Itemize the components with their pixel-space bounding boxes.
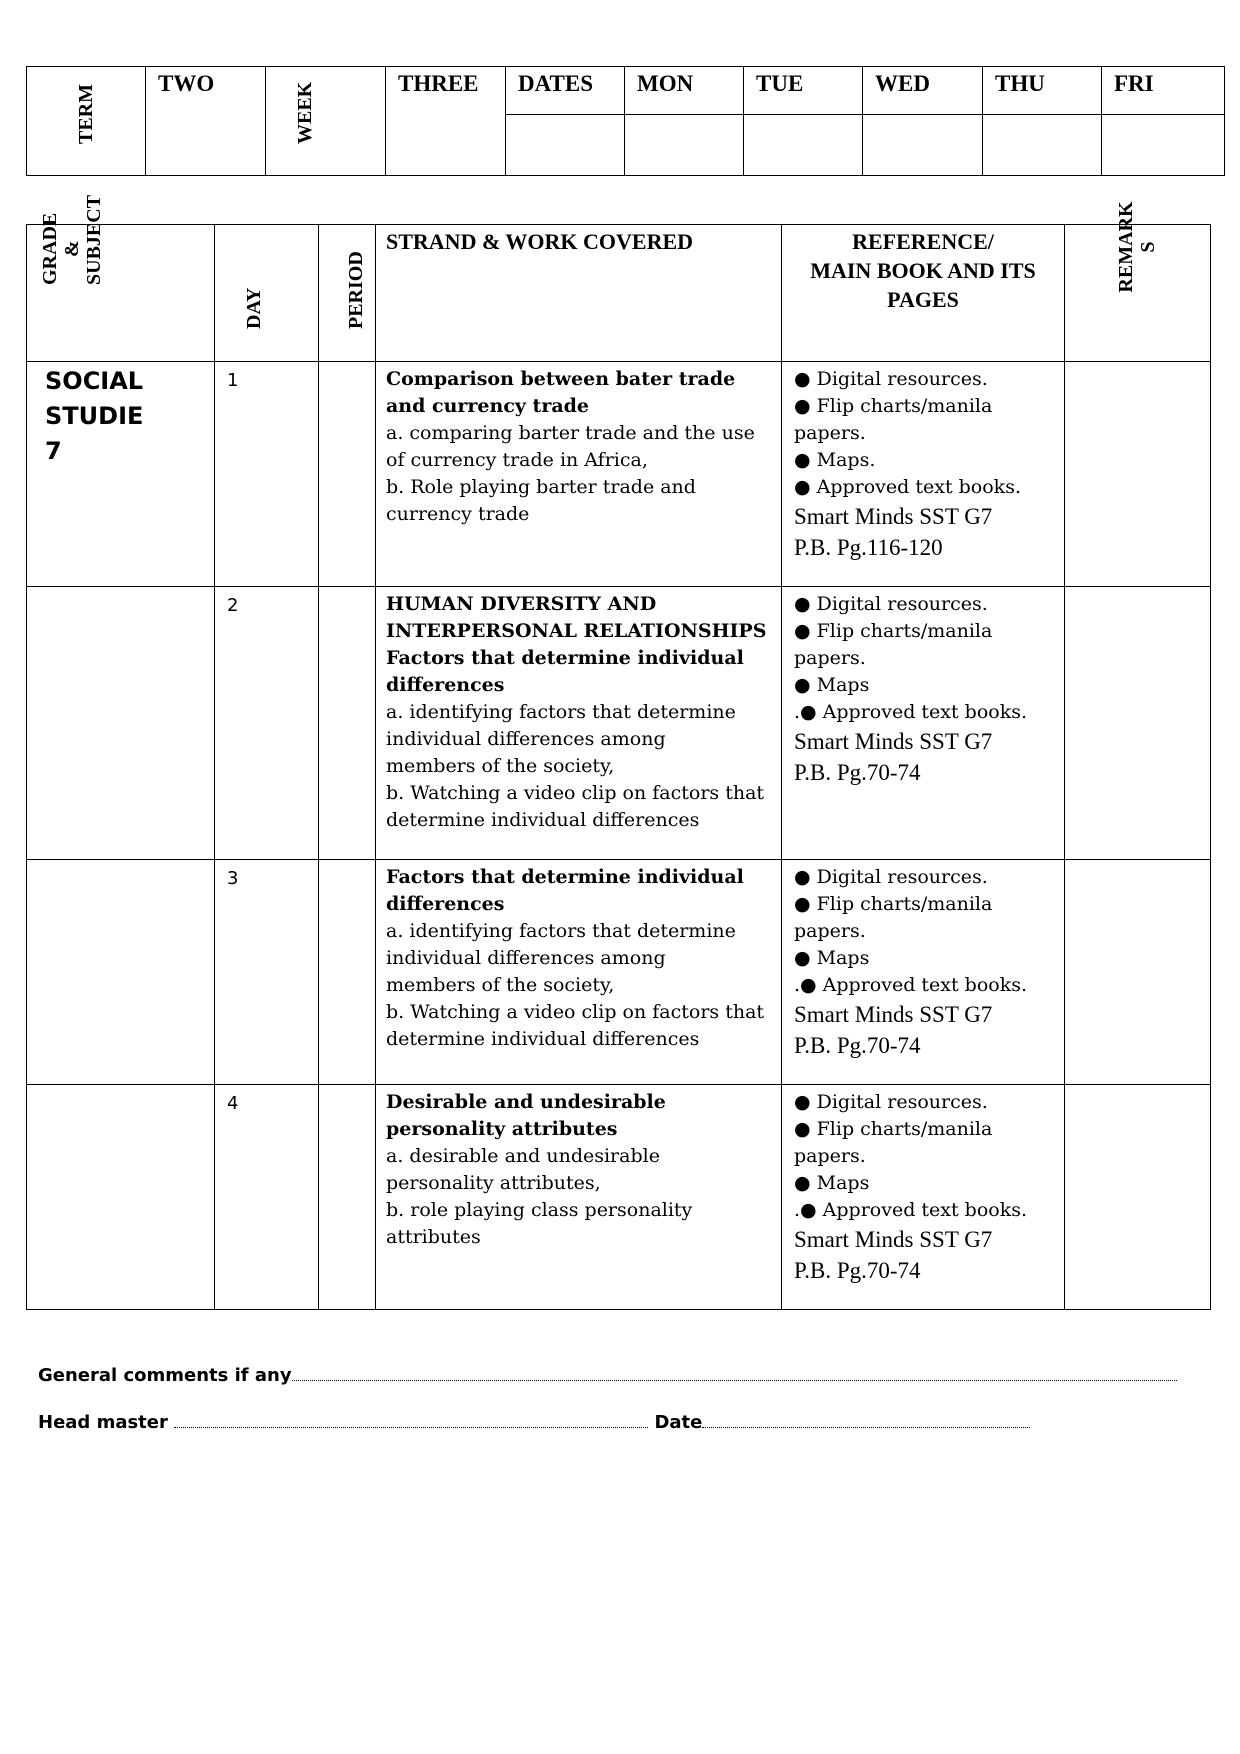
term-value: TWO bbox=[146, 67, 266, 176]
reference-cell bbox=[782, 362, 1065, 587]
subject-cell bbox=[27, 1085, 215, 1310]
period-cell bbox=[319, 362, 376, 587]
date-label: Date bbox=[654, 1412, 703, 1433]
reference-list: ● Digital resources. ● Flip charts/manila papers. ● Maps .● Approved text books. Smart Minds SST G7 P.B. Pg.70-74 bbox=[794, 866, 1028, 1058]
dates-label: DATES bbox=[506, 67, 625, 115]
day-number: 1 bbox=[227, 370, 239, 391]
work-cell bbox=[376, 362, 782, 587]
strand-header bbox=[376, 225, 782, 362]
remarks-cell bbox=[1065, 587, 1211, 860]
work-cell bbox=[376, 587, 782, 860]
term-label: TERM bbox=[75, 84, 97, 144]
general-comments-field[interactable] bbox=[292, 1362, 1177, 1381]
remarks-header-label: REMARK S bbox=[1115, 201, 1159, 293]
grade-subject-header bbox=[27, 194, 215, 362]
table-row bbox=[27, 860, 1211, 1085]
headmaster-field[interactable] bbox=[174, 1409, 648, 1428]
date-cell-tue bbox=[744, 115, 863, 176]
day-header-thu: THU bbox=[983, 67, 1102, 115]
remarks-cell bbox=[1065, 860, 1211, 1085]
general-comments-line bbox=[38, 1362, 1177, 1386]
week-value: THREE bbox=[386, 67, 506, 176]
date-cell-fri bbox=[1102, 115, 1225, 176]
day-number: 2 bbox=[227, 595, 239, 616]
day-cell bbox=[215, 362, 319, 587]
reference-cell bbox=[782, 1085, 1065, 1310]
day-header bbox=[215, 225, 319, 362]
reference-cell bbox=[782, 587, 1065, 860]
day-cell bbox=[215, 587, 319, 860]
subject-cell bbox=[27, 362, 215, 587]
date-cell-wed bbox=[863, 115, 983, 176]
day-header-tue: TUE bbox=[744, 67, 863, 115]
day-cell bbox=[215, 860, 319, 1085]
table-header-row bbox=[27, 225, 1211, 362]
remarks-header bbox=[1065, 201, 1211, 362]
date-cell-dates bbox=[506, 115, 625, 176]
period-cell bbox=[319, 587, 376, 860]
day-header-mon: MON bbox=[625, 67, 744, 115]
date-cell-mon bbox=[625, 115, 744, 176]
day-cell bbox=[215, 1085, 319, 1310]
work-covered: Comparison between bater trade and currency trade a. comparing barter trade and the use of currency trade in Africa, b. Role playing barter trade and currency trade bbox=[386, 368, 755, 525]
work-cell bbox=[376, 860, 782, 1085]
reference-header bbox=[782, 225, 1065, 362]
remarks-cell bbox=[1065, 362, 1211, 587]
reference-header-label: REFERENCE/ MAIN BOOK AND ITS PAGES bbox=[810, 229, 1036, 312]
subject-cell bbox=[27, 860, 215, 1085]
table-row bbox=[27, 362, 1211, 587]
week-label: WEEK bbox=[293, 81, 316, 144]
work-covered: Factors that determine individual differences a. identifying factors that determine individual differences among members of the society, b. Watching a video clip on factors that determine individual differences bbox=[386, 866, 765, 1050]
grade-subject-label: GRADE & SUBJECT bbox=[39, 194, 105, 285]
work-cell bbox=[376, 1085, 782, 1310]
day-number: 3 bbox=[227, 868, 239, 889]
scheme-of-work-table bbox=[26, 194, 1211, 1310]
remarks-cell bbox=[1065, 1085, 1211, 1310]
day-header-wed: WED bbox=[863, 67, 983, 115]
headmaster-label: Head master bbox=[38, 1412, 168, 1433]
date-cell-thu bbox=[983, 115, 1102, 176]
reference-list: ● Digital resources. ● Flip charts/manila papers. ● Maps. ● Approved text books. Smart Minds SST G7 P.B. Pg.116-120 bbox=[794, 368, 1021, 560]
reference-cell bbox=[782, 860, 1065, 1085]
day-header-fri: FRI bbox=[1102, 67, 1225, 115]
term-week-table bbox=[26, 66, 1225, 176]
subject-name: SOCIAL STUDIE 7 bbox=[45, 367, 144, 465]
reference-list: ● Digital resources. ● Flip charts/manila papers. ● Maps .● Approved text books. Smart Minds SST G7 P.B. Pg.70-74 bbox=[794, 593, 1028, 785]
day-number: 4 bbox=[227, 1093, 239, 1114]
period-header-label: PERIOD bbox=[345, 251, 367, 329]
subject-cell bbox=[27, 587, 215, 860]
strand-header-label: STRAND & WORK COVERED bbox=[386, 229, 694, 254]
day-header-label: DAY bbox=[243, 287, 265, 329]
week-label-cell bbox=[266, 67, 386, 176]
period-cell bbox=[319, 1085, 376, 1310]
work-covered: HUMAN DIVERSITY AND INTERPERSONAL RELATIONSHIPS Factors that determine individual differences a. identifying factors that determine individual differences among members of the society, b. Watching a video clip on factors that determine individual differences bbox=[386, 593, 767, 831]
table-row bbox=[27, 1085, 1211, 1310]
period-cell bbox=[319, 860, 376, 1085]
signature-line bbox=[38, 1409, 1030, 1433]
date-field[interactable] bbox=[702, 1409, 1030, 1428]
period-header bbox=[319, 225, 376, 362]
table-row bbox=[27, 587, 1211, 860]
work-covered: Desirable and undesirable personality attributes a. desirable and undesirable personality attributes, b. role playing class personality attributes bbox=[386, 1091, 693, 1248]
reference-list: ● Digital resources. ● Flip charts/manila papers. ● Maps .● Approved text books. Smart Minds SST G7 P.B. Pg.70-74 bbox=[794, 1091, 1028, 1283]
general-comments-label: General comments if any bbox=[38, 1365, 292, 1386]
